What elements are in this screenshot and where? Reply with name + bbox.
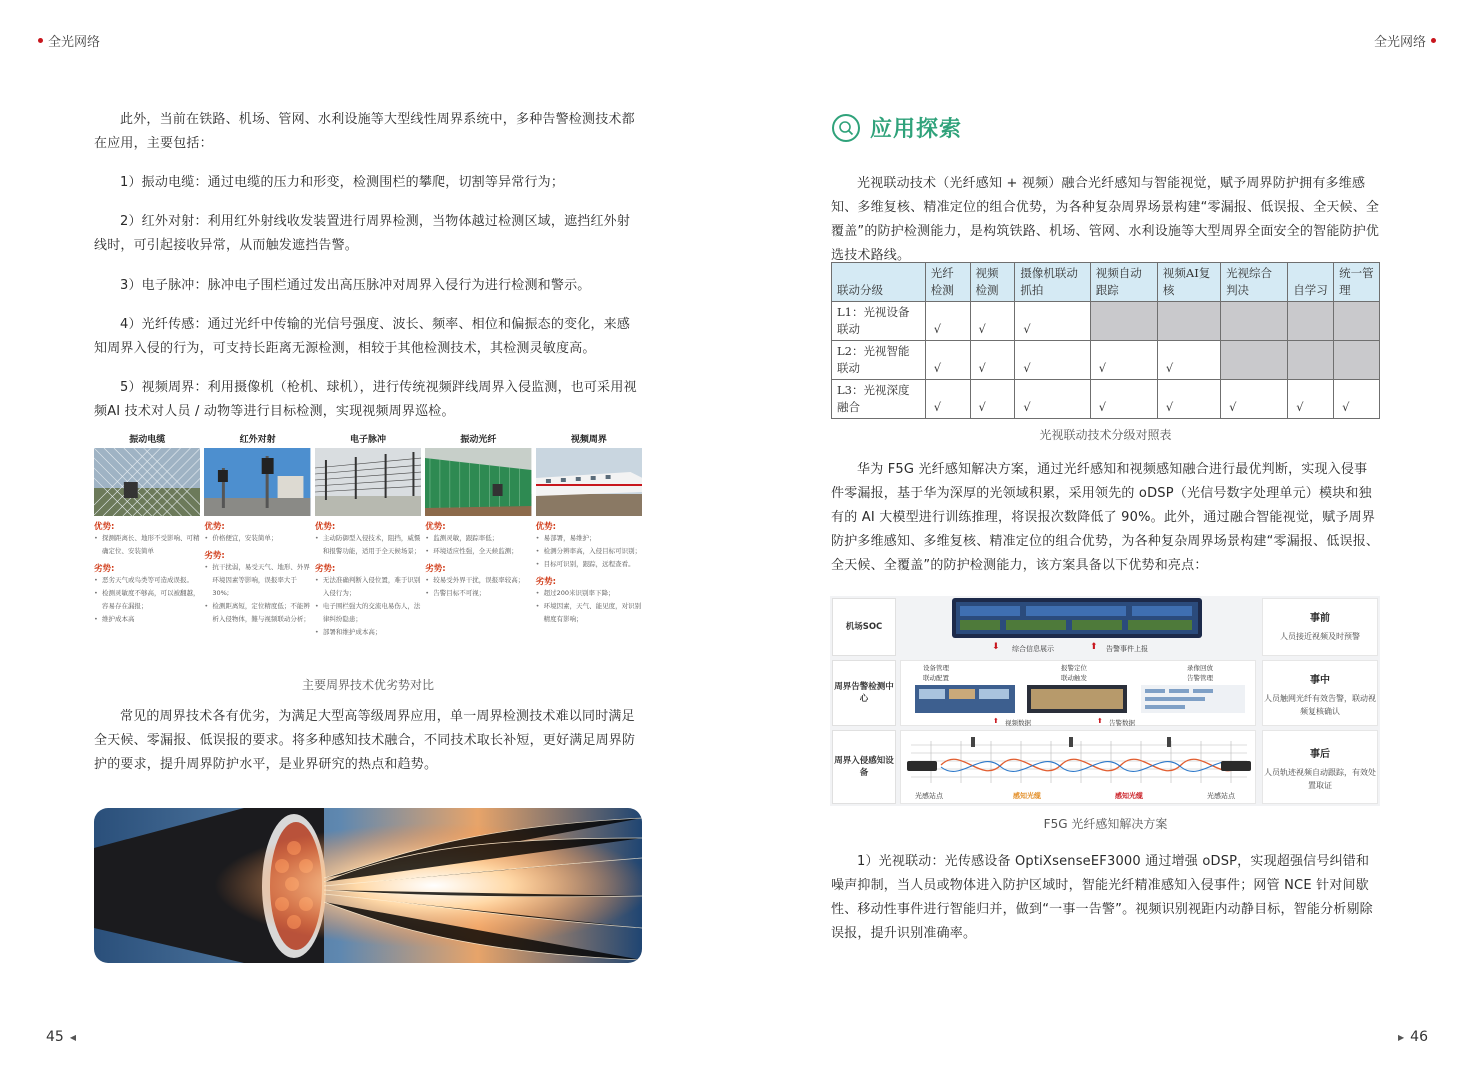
advantage-label: 优势: (204, 522, 225, 532)
table-header-cell: 统一管理 (1334, 263, 1380, 302)
running-header-right (1374, 31, 1436, 50)
stage-during (1262, 660, 1378, 726)
train-photo (536, 448, 642, 516)
stage-after (1262, 730, 1378, 804)
table-header-cell: 视频自动跟踪 (1090, 263, 1157, 302)
disadvantage-label: 劣势: (314, 564, 336, 574)
item-video-perimeter: 5）视频周界：利用摄像机（枪机、球机），进行传统视频跘线周界入侵监测，也可采用视频AI 技术对人员 / 动物等进行目标检测，实现视频周界巡检。 (94, 380, 637, 419)
page-number: 45 (46, 1029, 64, 1045)
empty-cell (1157, 302, 1220, 341)
comparison-caption: 主要周界技术优劣势对比 (301, 678, 434, 692)
check-cell: √ (1015, 380, 1090, 419)
center-label: 告警管理 (1187, 674, 1213, 682)
table-header-cell: 联动分级 (832, 263, 926, 302)
empty-cell (1221, 341, 1288, 380)
soc-panel (900, 598, 1256, 656)
device-label: 感知光缆 (1115, 792, 1143, 800)
section-title: 应用探索 (870, 117, 963, 142)
list-item: • 环境适应性强，全天候监测； (425, 545, 531, 558)
list-item: • 抗干扰弱，易受天气、地形、外界环境因素等影响，误报率大于30%; (204, 561, 310, 600)
triangle-left-icon: ◀ (69, 1032, 76, 1042)
advantage-list (94, 532, 200, 558)
center-label: 告警数据 (1109, 719, 1135, 727)
list-item: • 告警目标不可视； (425, 587, 531, 600)
item-electronic-pulse: 3）电子脉冲：脉冲电子围栏通过发出高压脉冲对周界入侵行为进行检测和警示。 (120, 278, 591, 293)
page-number-right (1398, 1029, 1428, 1045)
disadvantage-label: 劣势: (535, 577, 557, 587)
list-item: • 无法准确判断入侵位置，难于识别入侵行为； (315, 574, 421, 600)
check-cell: √ (970, 380, 1015, 419)
disadvantage-label: 劣势: (204, 551, 225, 561)
list-item: • 维护成本高 (94, 613, 200, 626)
comparison-column (94, 432, 200, 668)
section-heading (832, 112, 962, 143)
stage-desc: 人员触网光纤有效告警，联动视频复核确认 (1264, 694, 1376, 716)
empty-cell (1288, 302, 1334, 341)
column-title: 红外对射 (239, 435, 276, 445)
triangle-right-icon: ▶ (1398, 1032, 1405, 1042)
comparison-column (315, 432, 421, 668)
check-cell: √ (970, 341, 1015, 380)
table-caption: 光视联动技术分级对照表 (1039, 428, 1172, 442)
row-label-device: 周界入侵感知设备 (832, 730, 896, 804)
device-label: 光感站点 (915, 792, 943, 800)
advantage-label: 优势: (94, 522, 115, 532)
advantage-list (536, 532, 642, 571)
header-title: 全光网络 (1373, 35, 1426, 50)
intro-paragraph: 此外，当前在铁路、机场、管网、水利设施等大型线性周界系统中，多种告警检测技术都在应用，主要包括： (94, 112, 635, 151)
list-item: • 超过200米识别率下降； (536, 587, 642, 600)
empty-cell (1090, 302, 1157, 341)
check-cell: √ (1221, 380, 1288, 419)
list-item: • 恶劣天气或鸟类等可造成误报。 (94, 574, 200, 587)
list-item: • 监测灵敏，跟踪率低； (425, 532, 531, 545)
stage-title: 事前 (1310, 613, 1330, 624)
table-header-cell: 光视综合判决 (1221, 263, 1288, 302)
header-title: 全光网络 (48, 35, 101, 50)
column-title: 视频周界 (570, 435, 607, 445)
table-row (832, 302, 1380, 341)
center-label: 联动触发 (1061, 674, 1087, 682)
arrow-down-icon: ⬇ (992, 642, 1000, 652)
check-cell: √ (1015, 341, 1090, 380)
advantage-label: 优势: (314, 522, 336, 532)
diagram-caption: F5G 光纤感知解决方案 (1043, 817, 1168, 831)
solution-paragraph: 华为 F5G 光纤感知解决方案，通过光纤感知和视频感知融合进行最优判断，实现入侵事件零漏报，基于华为深厚的光领域积累，采用领先的 oDSP（光信号数字处理单元）模块和独有的 AI 大模型进行训练推理，将误报次数降低了 90%。此外，通过融合智能视觉，赋予周界防护多维感知、多维复核、精准定位的组合优势，为各种复杂周界场景构建“零漏报、低误报、全天候、全覆盖”的防护检测能力，该方案具备以下优势和亮点： (831, 462, 1380, 573)
advantage-list (315, 532, 421, 558)
stage-title: 事中 (1310, 675, 1330, 686)
check-cell: √ (925, 302, 970, 341)
check-cell: √ (1288, 380, 1334, 419)
solution-diagram (830, 596, 1380, 806)
empty-cell (1334, 302, 1380, 341)
level-cell: L1：光视设备联动 (832, 302, 926, 341)
item-vibration-cable: 1）振动电缆：通过电缆的压力和形变，检测围栏的攀爬，切割等异常行为； (120, 175, 565, 190)
advantage-label: 优势: (425, 522, 446, 532)
disadvantage-list (315, 574, 421, 639)
arrow-up-icon: ⬆ (1097, 717, 1103, 725)
check-cell: √ (1090, 341, 1157, 380)
fence-photo (94, 448, 200, 516)
list-item: • 检测距离短，定位精度低；不能辨析入侵物体，難与视频联动分析； (204, 600, 310, 626)
list-item: • 检测分辨率高，入侵目标可识别； (536, 545, 642, 558)
point-one-paragraph: 1）光视联动：光传感设备 OptiXsenseEF3000 通过增强 oDSP，实现超强信号纠错和噪声抑制，当人员或物体进入防护区域时，智能光纤精准感知入侵事件；网管 NCE 针对间歇性、移动性事件进行智能归并，做到“一事一告警”。视频识别视距内动静目标，智能分析剔除误报，提升识别准确率。 (831, 854, 1373, 941)
table-header-cell: 摄像机联动抓拍 (1015, 263, 1090, 302)
disadvantage-list (425, 574, 531, 600)
level-cell: L3：光视深度融合 (832, 380, 926, 419)
center-label: 报警定位 (1061, 664, 1087, 672)
list-item: • 环境因素，天气、能见度，对识别精度有影响； (536, 600, 642, 626)
table-header-cell: 光纤检测 (925, 263, 970, 302)
level-cell: L2：光视智能联动 (832, 341, 926, 380)
stage-title: 事后 (1310, 749, 1330, 760)
device-panel (900, 730, 1256, 804)
table-header-row (832, 263, 1380, 302)
row-label-center: 周界告警检测中心 (832, 660, 896, 726)
row-label-soc: 机场SOC (832, 598, 896, 656)
stage-desc: 人员接近视频及时预警 (1280, 632, 1360, 641)
list-item: • 部署和维护成本高； (315, 626, 421, 639)
comparison-column (204, 432, 310, 668)
comparison-column (536, 432, 642, 668)
soc-label: 综合信息展示 (1012, 645, 1054, 653)
advantage-list (425, 532, 531, 558)
check-cell: √ (925, 341, 970, 380)
electric-fence-photo (315, 448, 421, 516)
check-cell: √ (970, 302, 1015, 341)
center-label: 设备管理 (923, 664, 949, 672)
intro-paragraph: 光视联动技术（光纤感知 + 视频）融合光纤感知与智能视觉，赋予周界防护拥有多维感知、多维复核、精准定位的组合优势，为各种复杂周界场景构建“零漏报、低误报、全天候、全覆盖”的防护检测能力，是构筑铁路、机场、管网、水利设施等大型周界全面安全的智能防护优选技术路线。 (831, 176, 1380, 263)
center-label: 视频数据 (1005, 719, 1031, 727)
technology-comparison-figure (94, 432, 642, 668)
check-cell: √ (1015, 302, 1090, 341)
item-infrared: 2）红外对射：利用红外射线收发装置进行周界检测，当物体越过检测区域，遮挡红外射线时，可引起接收异常，从而触发遮挡告警。 (94, 214, 631, 253)
table-header-cell: 视频AI复核 (1157, 263, 1220, 302)
arrow-up-icon: ⬆ (1090, 642, 1098, 652)
center-panel (900, 660, 1256, 726)
check-cell: √ (925, 380, 970, 419)
advantage-list (204, 532, 310, 545)
stage-desc: 人员轨迹视频自动跟踪，有效处置取证 (1264, 768, 1376, 790)
comparison-column (425, 432, 531, 668)
device-label: 光感站点 (1207, 792, 1235, 800)
table-row (832, 380, 1380, 419)
disadvantage-list (204, 561, 310, 626)
advantage-label: 优势: (535, 522, 557, 532)
check-cell: √ (1157, 380, 1220, 419)
running-header-left (38, 31, 100, 50)
fiber-cable-illustration (94, 808, 642, 963)
check-cell: √ (1334, 380, 1380, 419)
column-title: 电子脉冲 (350, 435, 387, 445)
list-item: • 探测距离长、地形不受影响、可精确定位、安装简单 (94, 532, 200, 558)
list-item: • 目标可识别，跟踪，远程查看。 (536, 558, 642, 571)
list-item: • 电子围栏强大的交流电易伤人，法律纠纷隐患； (315, 600, 421, 626)
check-cell: √ (1157, 341, 1220, 380)
infrared-photo (204, 448, 310, 516)
list-item: • 价格便宜，安装简单； (204, 532, 310, 545)
center-label: 录像回放 (1187, 664, 1213, 672)
table-header-cell: 自学习 (1288, 263, 1334, 302)
table-row (832, 341, 1380, 380)
soc-label: 告警事件上报 (1106, 645, 1148, 653)
magnifier-icon (832, 114, 860, 142)
disadvantage-list (94, 574, 200, 626)
disadvantage-label: 劣势: (94, 564, 115, 574)
fiber-fence-photo (425, 448, 531, 516)
column-title: 振动电缆 (129, 435, 166, 445)
column-title: 振动光纤 (460, 435, 497, 445)
red-dot-icon (1431, 38, 1436, 43)
page-number: 46 (1410, 1029, 1428, 1045)
disadvantage-label: 劣势: (425, 564, 446, 574)
empty-cell (1334, 341, 1380, 380)
list-item: • 主动防御型入侵技术，阻挡，威慑和报警功能，适用于全天候场景； (315, 532, 421, 558)
device-label: 感知光缆 (1013, 792, 1041, 800)
linkage-level-table (831, 262, 1380, 419)
list-item: • 较易受外界干扰，误报率较高； (425, 574, 531, 587)
page-number-left (46, 1029, 76, 1045)
check-cell: √ (1090, 380, 1157, 419)
item-fiber-sensing: 4）光纤传感：通过光纤中传输的光信号强度、波长、频率、相位和偏振态的变化，来感知周界入侵的行为，可支持长距离无源检测，相较于其他检测技术，其检测灵敏度高。 (94, 317, 631, 356)
disadvantage-list (536, 587, 642, 626)
stage-before (1262, 598, 1378, 656)
list-item: • 检测灵敏度不够高，可以被翻越，容易存在漏报； (94, 587, 200, 613)
table-header-cell: 视频检测 (970, 263, 1015, 302)
empty-cell (1221, 302, 1288, 341)
closing-paragraph: 常见的周界技术各有优劣，为满足大型高等级周界应用，单一周界检测技术难以同时满足全天候、零漏报、低误报的要求。将多种感知技术融合，不同技术取长补短，更好满足周界防护的要求，提升周界防护水平，是业界研究的热点和趋势。 (94, 709, 636, 772)
empty-cell (1288, 341, 1334, 380)
center-label: 联动配置 (923, 674, 949, 682)
arrow-up-icon: ⬆ (993, 717, 999, 725)
list-item: • 易部署，易维护； (536, 532, 642, 545)
red-dot-icon (38, 38, 43, 43)
